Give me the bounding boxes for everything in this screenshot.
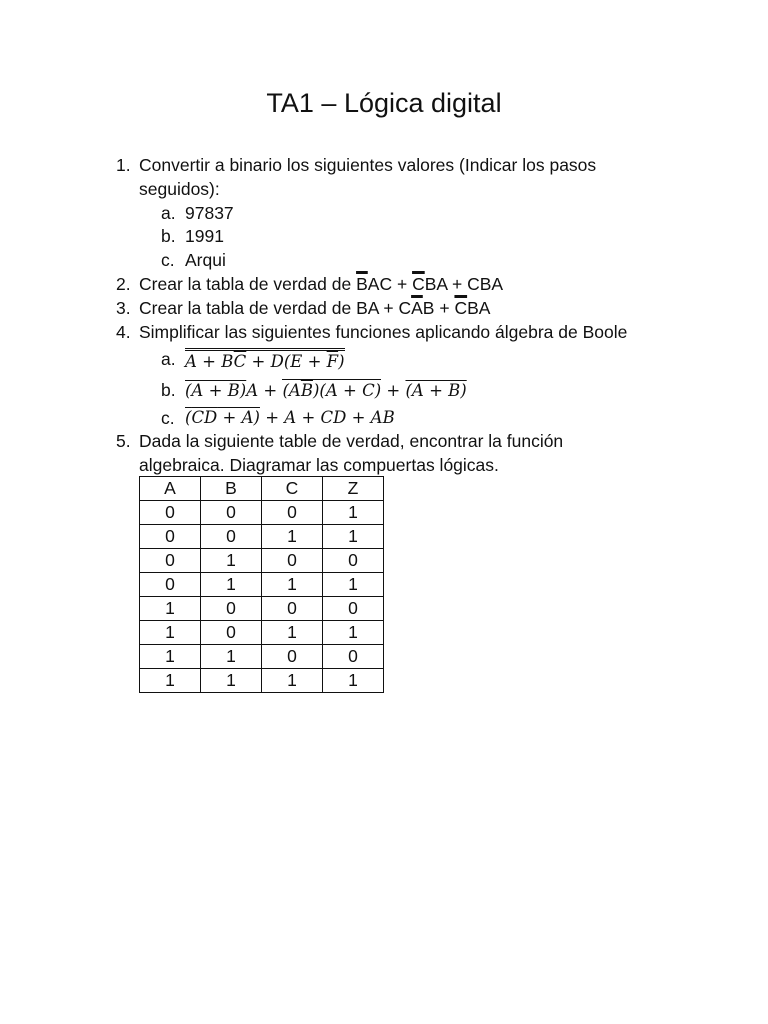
table-cell: 0 xyxy=(262,501,323,525)
column-header: A xyxy=(140,477,201,501)
table-cell: 1 xyxy=(262,621,323,645)
item-number: 3. xyxy=(116,298,131,318)
sub-value: 1991 xyxy=(185,226,224,246)
table-cell: 1 xyxy=(323,669,384,693)
sub-letter: a. xyxy=(161,203,176,223)
sub-value: Arqui xyxy=(185,250,226,270)
column-header: B xyxy=(201,477,262,501)
table-body xyxy=(140,501,384,693)
boolean-expression-overbarred: Crear la tabla de verdad de $\overline{B}AC + \overline{C}BA$ + CBA xyxy=(139,274,504,294)
table-cell: 1 xyxy=(140,621,201,645)
item-text: algebraica. Diagramar las compuertas lógicas. xyxy=(139,455,499,475)
table-cell: 0 xyxy=(201,597,262,621)
item-number: 2. xyxy=(116,274,131,294)
table-cell: 0 xyxy=(323,549,384,573)
item-number: 5. xyxy=(116,431,131,451)
table-row xyxy=(140,573,384,597)
page-title: TA1 – Lógica digital xyxy=(266,88,502,118)
table-cell: 1 xyxy=(262,525,323,549)
table-cell: 0 xyxy=(323,645,384,669)
table-cell: 0 xyxy=(323,597,384,621)
table-row xyxy=(140,525,384,549)
column-header: Z xyxy=(323,477,384,501)
table-cell: 0 xyxy=(140,525,201,549)
table-cell: 1 xyxy=(323,501,384,525)
math-expression: (CD + A) + A + CD + AB xyxy=(185,408,395,427)
table-cell: 1 xyxy=(262,669,323,693)
table-cell: 1 xyxy=(140,669,201,693)
table-cell: 0 xyxy=(140,549,201,573)
sub-letter: b. xyxy=(161,226,176,246)
column-header: C xyxy=(262,477,323,501)
sub-letter: c. xyxy=(161,408,175,428)
item-text: Dada la siguiente table de verdad, encontrar la función xyxy=(139,431,564,451)
table-header-row xyxy=(140,477,384,501)
table-cell: 1 xyxy=(201,669,262,693)
table-cell: 1 xyxy=(140,597,201,621)
table-row xyxy=(140,645,384,669)
table-cell: 0 xyxy=(262,645,323,669)
item-text xyxy=(139,273,503,295)
sub-letter: c. xyxy=(161,250,175,270)
table-cell: 0 xyxy=(140,573,201,597)
item-number: 4. xyxy=(116,322,131,342)
table-row xyxy=(140,597,384,621)
math-expression: $A + B\overline{C} + D(E + \overline{F})$ xyxy=(185,348,345,373)
table-cell: 1 xyxy=(262,573,323,597)
table-cell: 0 xyxy=(201,621,262,645)
table-cell: 1 xyxy=(140,645,201,669)
math-expression: $(A + B)A + (A\overline{B})(A + C) + (A + B)$ xyxy=(185,381,467,400)
sub-letter: a. xyxy=(161,349,176,369)
table-cell: 1 xyxy=(201,645,262,669)
item-text: Simplificar las siguientes funciones aplicando álgebra de Boole xyxy=(139,322,628,342)
item-text: seguidos): xyxy=(139,179,220,199)
table-cell: 0 xyxy=(201,525,262,549)
table-cell: 1 xyxy=(323,573,384,597)
table-cell: 0 xyxy=(201,501,262,525)
table-cell: 1 xyxy=(323,621,384,645)
item-number: 1. xyxy=(116,155,131,175)
table-cell: 1 xyxy=(201,549,262,573)
table-row xyxy=(140,621,384,645)
table-cell: 1 xyxy=(323,525,384,549)
sub-value: 97837 xyxy=(185,203,234,223)
table-cell: 0 xyxy=(262,549,323,573)
table-cell: 1 xyxy=(201,573,262,597)
sub-letter: b. xyxy=(161,380,176,400)
truth-table xyxy=(139,476,384,693)
item-text xyxy=(139,297,490,319)
table-cell: 0 xyxy=(140,501,201,525)
table-cell: 0 xyxy=(262,597,323,621)
item-text: Convertir a binario los siguientes valores (Indicar los pasos xyxy=(139,155,597,175)
table-row xyxy=(140,669,384,693)
table-row xyxy=(140,549,384,573)
table-row xyxy=(140,501,384,525)
boolean-expression-overbarred: Crear la tabla de verdad de BA + $C\overline{A}B + \overline{C}BA$ xyxy=(139,298,491,318)
